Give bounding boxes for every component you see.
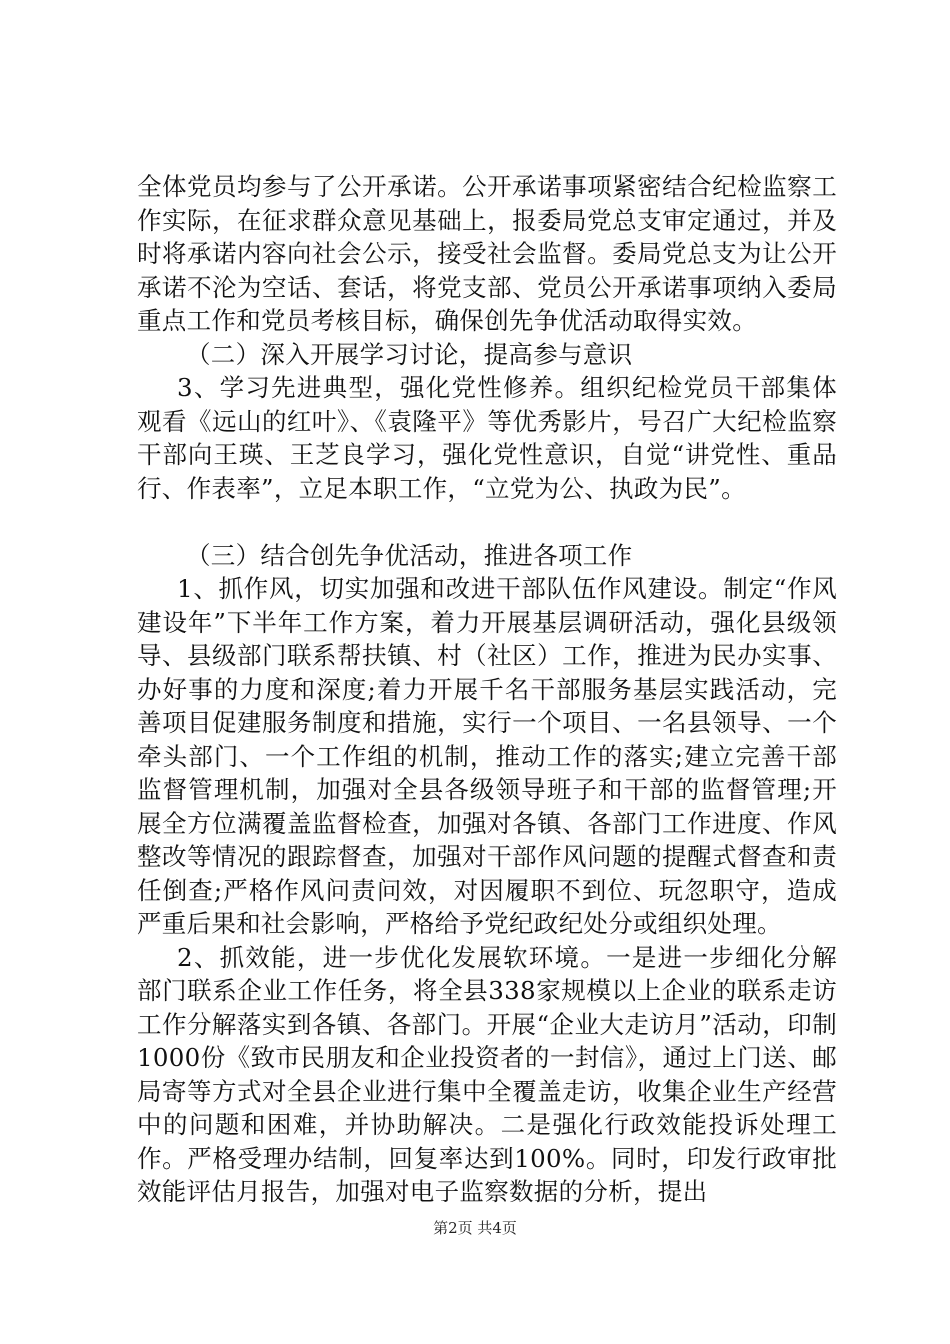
document-body <box>137 170 837 1209</box>
paragraph-public-commitment: 全体党员均参与了公开承诺。公开承诺事项紧密结合纪检监察工作实际，在征求群众意见基础上，报委局党总支审定通过，并及时将承诺内容向社会公示，接受社会监督。委局党总支为让公开承诺不沦为空话、套话，将党支部、党员公开承诺事项纳入委局重点工作和党员考核目标，确保创先争优活动取得实效。 <box>137 172 837 335</box>
section-heading-3: （三）结合创先争优活动，推进各项工作 <box>186 540 633 570</box>
paragraph-efficiency: 2、抓效能，进一步优化发展软环境。一是进一步细化分解部门联系企业工作任务，将全县338家规模以上企业的联系走访工作分解落实到各镇、各部门。开展“企业大走访月”活动，印制1000份《致市民朋友和企业投资者的一封信》，通过上门送、邮局寄等方式对全县企业进行集中全覆盖走访，收集企业生产经营中的问题和困难，并协助解决。二是强化行政效能投诉处理工作。严格受理办结制，回复率达到100%。同时，印发行政审批效能评估月报告，加强对电子监察数据的分析，提出 <box>137 942 837 1206</box>
page-footer: 第2页 共4页 <box>433 1219 517 1237</box>
section-heading-2: （二）深入开展学习讨论，提高参与意识 <box>186 339 633 369</box>
paragraph-work-style: 1、抓作风，切实加强和改进干部队伍作风建设。制定“作风建设年”下半年工作方案，着力开展基层调研活动，强化县级领导、县级部门联系帮扶镇、村（社区）工作，推进为民办实事、办好事的力度和深度;着力开展千名干部服务基层实践活动，完善项目促建服务制度和措施，实行一个项目、一名县领导、一个牵头部门、一个工作组的机制，推动工作的落实;建立完善干部监督管理机制，加强对全县各级领导班子和干部的监督管理;开展全方位满覆盖监督检查，加强对各镇、各部门工作进度、作风整改等情况的跟踪督查，加强对干部作风问题的提醒式督查和责任倒查;严格作风问责问效，对因履职不到位、玩忽职守，造成严重后果和社会影响，严格给予党纪政纪处分或组织处理。 <box>137 574 837 938</box>
paragraph-study-models: 3、学习先进典型，强化党性修养。组织纪检党员干部集体观看《远山的红叶》、《袁隆平》等优秀影片，号召广大纪检监察干部向王瑛、王芝良学习，强化党性意识，自觉“讲党性、重品行、作表率”，立足本职工作，“立党为公、执政为民”。 <box>137 373 838 503</box>
blank-line <box>137 505 837 539</box>
